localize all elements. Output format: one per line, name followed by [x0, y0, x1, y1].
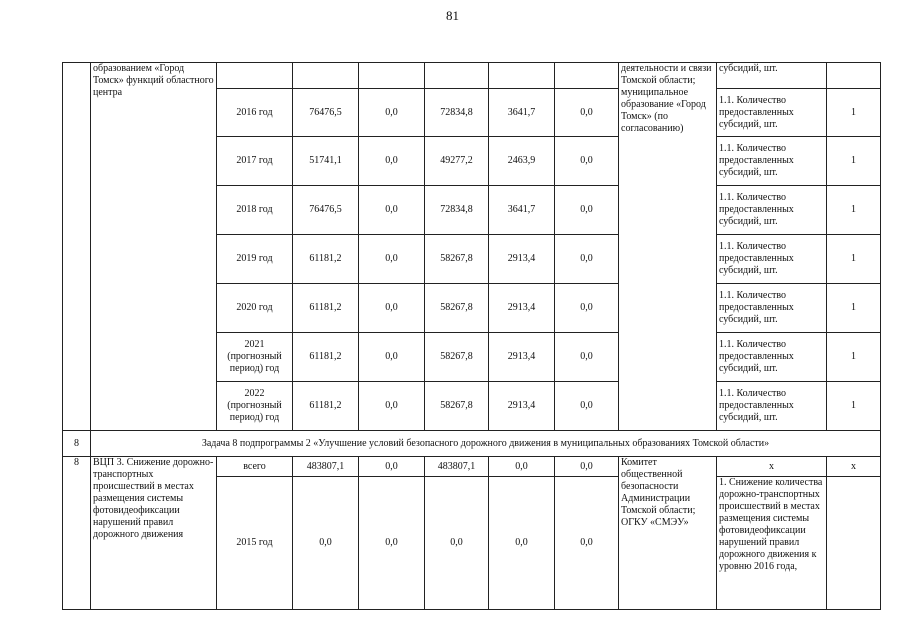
federal-cell: 0,0 [359, 284, 425, 333]
indicator-value-cell [827, 63, 881, 89]
federal-cell: 0,0 [359, 477, 425, 610]
total-cell: 76476,5 [293, 89, 359, 137]
other-cell: 0,0 [555, 382, 619, 431]
indicator-cell: 1.1. Количество предоставленных субсидий, шт. [717, 284, 827, 333]
executor-cell: деятельности и связи Томской области; муниципальное образование «Город Томск» (по согласованию) [619, 63, 717, 431]
indicator-value-cell: 1 [827, 137, 881, 186]
year-cell: 2016 год [217, 89, 293, 137]
indicator-cell: 1.1. Количество предоставленных субсидий, шт. [717, 382, 827, 431]
indicator-cell: 1.1. Количество предоставленных субсидий, шт. [717, 137, 827, 186]
federal-cell: 0,0 [359, 382, 425, 431]
regional-cell: 0,0 [425, 477, 489, 610]
other-cell: 0,0 [555, 333, 619, 382]
municipal-cell [489, 63, 555, 89]
indicator-value-cell: 1 [827, 89, 881, 137]
indicator-value-cell: 1 [827, 333, 881, 382]
indicator-value-cell: 1 [827, 284, 881, 333]
other-cell: 0,0 [555, 477, 619, 610]
year-cell: 2020 год [217, 284, 293, 333]
table-row [63, 63, 881, 89]
municipal-cell: 3641,7 [489, 89, 555, 137]
year-cell: 2021 (прогнозный период) год [217, 333, 293, 382]
federal-cell: 0,0 [359, 137, 425, 186]
year-cell: 2022 (прогнозный период) год [217, 382, 293, 431]
regional-cell: 72834,8 [425, 186, 489, 235]
regional-cell: 58267,8 [425, 382, 489, 431]
total-cell: 0,0 [293, 477, 359, 610]
indicator-cell: x [717, 457, 827, 477]
task-number-cell: 8 [63, 431, 91, 457]
total-cell: 51741,1 [293, 137, 359, 186]
other-cell: 0,0 [555, 284, 619, 333]
other-cell: 0,0 [555, 235, 619, 284]
indicator-cell: 1.1. Количество предоставленных субсидий, шт. [717, 186, 827, 235]
regional-cell: 483807,1 [425, 457, 489, 477]
municipal-cell: 0,0 [489, 457, 555, 477]
regional-cell: 58267,8 [425, 284, 489, 333]
municipal-cell: 0,0 [489, 477, 555, 610]
executor-cell: Комитет общественной безопасности Администрации Томской области; ОГКУ «СМЭУ» [619, 457, 717, 610]
regional-cell: 58267,8 [425, 235, 489, 284]
municipal-cell: 2913,4 [489, 382, 555, 431]
other-cell: 0,0 [555, 89, 619, 137]
row-number-cell [63, 63, 91, 431]
federal-cell: 0,0 [359, 457, 425, 477]
municipal-cell: 2913,4 [489, 284, 555, 333]
regional-cell: 49277,2 [425, 137, 489, 186]
total-cell: 483807,1 [293, 457, 359, 477]
federal-cell: 0,0 [359, 89, 425, 137]
other-cell: 0,0 [555, 137, 619, 186]
indicator-value-cell: 1 [827, 235, 881, 284]
task-title-cell: Задача 8 подпрограммы 2 «Улучшение условий безопасного дорожного движения в муниципальных образованиях Томской области» [91, 431, 881, 457]
row-number-cell: 8 [63, 457, 91, 610]
indicator-cell: 1.1. Количество предоставленных субсидий, шт. [717, 333, 827, 382]
task-row [63, 431, 881, 457]
year-cell: 2015 год [217, 477, 293, 610]
total-cell: 76476,5 [293, 186, 359, 235]
indicator-value-cell: x [827, 457, 881, 477]
event-name-cell: ВЦП 3. Снижение дорожно-транспортных происшествий в местах размещения системы фотовидеофиксации нарушений правил дорожного движения [91, 457, 217, 610]
other-cell [555, 63, 619, 89]
indicator-value-cell: 1 [827, 186, 881, 235]
other-cell: 0,0 [555, 457, 619, 477]
indicator-cell: 1.1. Количество предоставленных субсидий, шт. [717, 235, 827, 284]
total-cell [293, 63, 359, 89]
municipal-cell: 2463,9 [489, 137, 555, 186]
municipal-cell: 2913,4 [489, 333, 555, 382]
year-cell: всего [217, 457, 293, 477]
year-cell: 2018 год [217, 186, 293, 235]
indicator-cell: 1.1. Количество предоставленных субсидий, шт. [717, 89, 827, 137]
other-cell: 0,0 [555, 186, 619, 235]
municipal-cell: 2913,4 [489, 235, 555, 284]
indicator-value-cell: 1 [827, 382, 881, 431]
regional-cell [425, 63, 489, 89]
year-cell [217, 63, 293, 89]
indicator-cell: 1. Снижение количества дорожно-транспортных происшествий в местах размещения системы фотовидеофиксации нарушений правил дорожного движения к уровню 2016 года, [717, 477, 827, 610]
total-cell: 61181,2 [293, 382, 359, 431]
total-cell: 61181,2 [293, 235, 359, 284]
year-cell: 2017 год [217, 137, 293, 186]
regional-cell: 58267,8 [425, 333, 489, 382]
indicator-cell: субсидий, шт. [717, 63, 827, 89]
event-name-cell: образованием «Город Томск» функций областного центра [91, 63, 217, 431]
table-row [63, 457, 881, 477]
municipal-cell: 3641,7 [489, 186, 555, 235]
federal-cell [359, 63, 425, 89]
federal-cell: 0,0 [359, 186, 425, 235]
year-cell: 2019 год [217, 235, 293, 284]
federal-cell: 0,0 [359, 235, 425, 284]
total-cell: 61181,2 [293, 333, 359, 382]
program-table [62, 62, 881, 610]
regional-cell: 72834,8 [425, 89, 489, 137]
federal-cell: 0,0 [359, 333, 425, 382]
total-cell: 61181,2 [293, 284, 359, 333]
page-number: 81 [446, 8, 459, 23]
indicator-value-cell [827, 477, 881, 610]
